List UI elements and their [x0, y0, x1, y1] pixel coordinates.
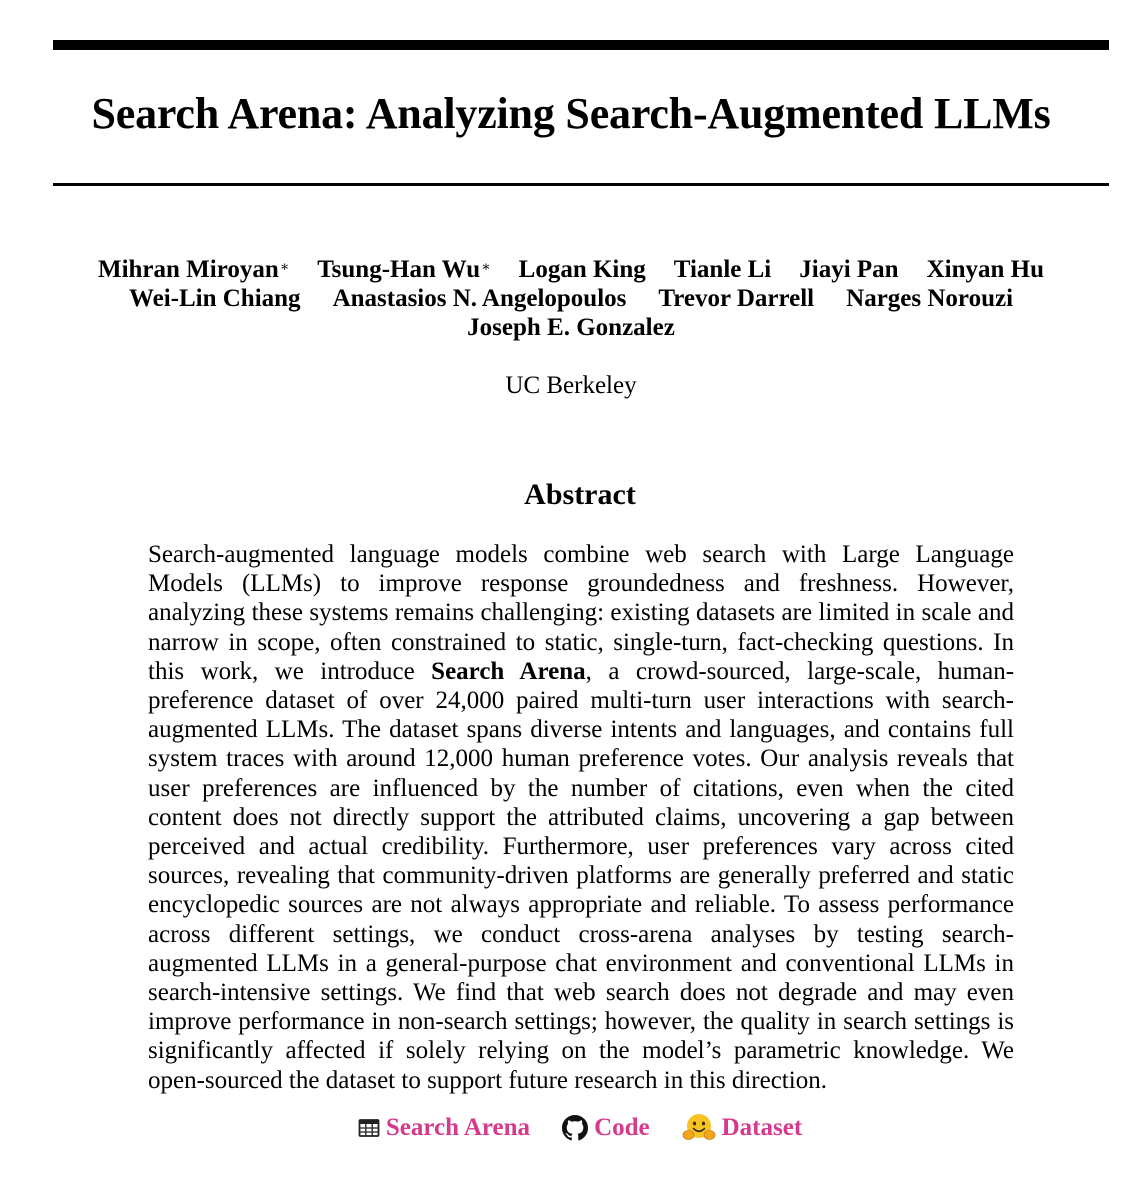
search-arena-link-label: Search Arena: [385, 1114, 531, 1141]
github-icon: [562, 1115, 588, 1141]
dataset-link-label: Dataset: [721, 1114, 803, 1141]
code-link[interactable]: [562, 1112, 650, 1144]
author: Xinyan Hu: [926, 256, 1045, 283]
author: Anastasios N. Angelopoulos: [332, 285, 627, 312]
author: Logan King: [518, 256, 646, 283]
author: Tsung-Han Wu∗: [317, 256, 491, 283]
title-bottom-rule: [53, 183, 1109, 186]
author-row-2: [0, 284, 1142, 313]
author-row-3: [0, 313, 1142, 342]
dataset-link[interactable]: [682, 1112, 803, 1144]
author: Joseph E. Gonzalez: [467, 314, 675, 341]
search-arena-link[interactable]: [358, 1112, 530, 1144]
author: Mihran Miroyan∗: [97, 256, 290, 283]
code-link-label: Code: [594, 1114, 650, 1141]
author: Narges Norouzi: [846, 285, 1014, 312]
table-icon: [358, 1118, 380, 1138]
author: Wei-Lin Chiang: [128, 285, 301, 312]
affiliation: UC Berkeley: [505, 372, 637, 399]
paper-title: Search Arena: Analyzing Search-Augmented LLMs: [91, 89, 1051, 138]
author-list: [0, 255, 1142, 342]
abstract-body: [148, 540, 1014, 1095]
abstract-text: Search-augmented language models combine web search with Large Language Models (LLMs) to improve response groundedness and freshness. However, analyzing these systems remains challenging: existing datasets are limited in scale and narrow in scope, often constrained to static, single-turn, fact-checking questions. In this work, we introduce: [148, 541, 1014, 685]
top-rule: [53, 40, 1109, 50]
equal-contribution-mark: ∗: [279, 260, 290, 275]
resource-links: [0, 1112, 1142, 1144]
abstract-text: , a crowd-sourced, large-scale, human-preference dataset of over 24,000 paired multi-turn user interactions with search-augmented LLMs. The dataset spans diverse intents and languages, and contains full system traces with around 12,000 human preference votes. Our analysis reveals that user preferences are influenced by the number of citations, even when the cited content does not directly support the attributed claims, uncovering a gap between perceived and actual credibility. Furthermore, user preferences vary across cited sources, revealing that community-driven platforms are generally preferred and static encyclopedic sources are not always appropriate and reliable. To assess performance across different settings, we conduct cross-arena analyses by testing search-augmented LLMs in a general-purpose chat environment and conventional LLMs in search-intensive settings. We find that web search does not degrade and may even improve performance in non-search settings; however, the quality in search settings is significantly affected if solely relying on the model’s parametric knowledge. We open-sourced the dataset to support future research in this direction.: [148, 657, 1015, 1094]
author: Trevor Darrell: [658, 285, 815, 312]
hugging-face-icon: [682, 1113, 716, 1143]
author: Jiayi Pan: [799, 256, 899, 283]
abstract-bold-term: Search Arena: [431, 657, 586, 685]
abstract-heading: Abstract: [524, 478, 636, 511]
author: Tianle Li: [673, 256, 772, 283]
equal-contribution-mark: ∗: [481, 260, 491, 275]
author-row-1: [0, 255, 1142, 284]
